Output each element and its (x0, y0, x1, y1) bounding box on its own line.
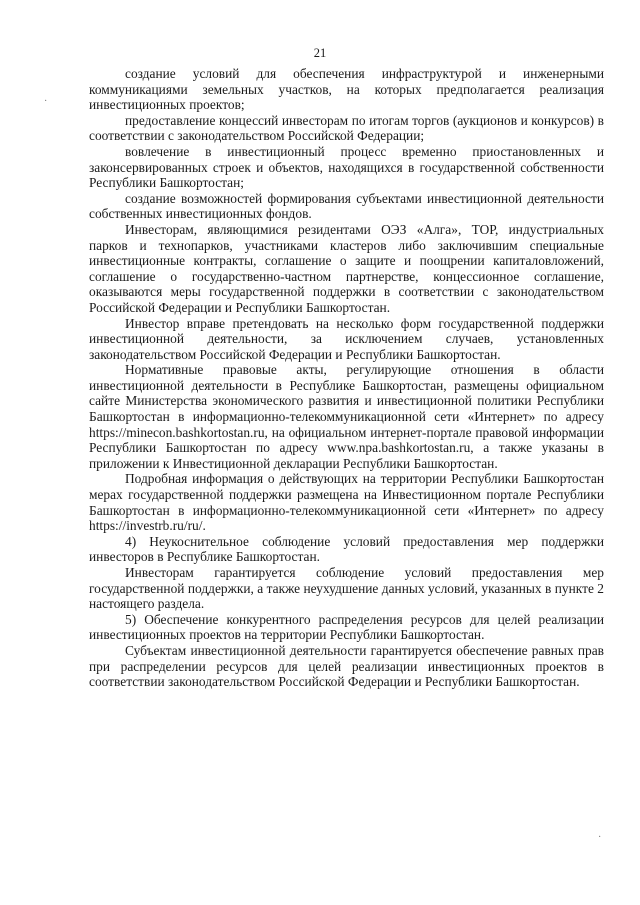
scan-speck: · (44, 96, 48, 107)
paragraph-multiple-forms: Инвестор вправе претендовать на несколько форм государственной поддержки инвестиционной деятельности, за исключением случаев, установленных законодательством Российской Федерации и Республики Башкортостан. (89, 315, 604, 362)
paragraph-guarantee-conditions: Инвесторам гарантируется соблюдение условий предоставления мер государственной поддержки, а также неухудшение данных условий, указанных в пункте 2 настоящего раздела. (89, 565, 604, 612)
paragraph-infrastructure: создание условий для обеспечения инфраструктурой и инженерными коммуникациями земельных участков, на которых предполагается реализация инвестиционных проектов; (89, 66, 604, 113)
paragraph-item-4: 4) Неукоснительное соблюдение условий предоставления мер поддержки инвесторов в Республике Башкортостан. (89, 533, 604, 565)
paragraph-investment-funds: создание возможностей формирования субъектами инвестиционной деятельности собственных инвестиционных фондов. (89, 190, 604, 222)
scan-speck: · (598, 832, 602, 843)
paragraph-suspended-constructions: вовлечение в инвестиционный процесс временно приостановленных и законсервированных строек и объектов, находящихся в государственной собственности Республики Башкортостан; (89, 143, 604, 191)
paragraph-residents-support: Инвесторам, являющимися резидентами ОЭЗ «Алга», ТОР, индустриальных парков и технопарков, участниками кластеров либо заключившим специальные инвестиционные контракты, соглашение о защите и поощрении капиталовложений, соглашение о государственно-частном партнерстве, концессионное соглашение, оказываются меры государственной поддержки в соответствии с законодательством Российской Федерации и Республики Башкортостан. (89, 221, 604, 315)
document-body (89, 66, 604, 690)
paragraph-item-5: 5) Обеспечение конкурентного распределения ресурсов для целей реализации инвестиционных проектов на территории Республики Башкортостан. (89, 611, 604, 643)
paragraph-concessions: предоставление концессий инвесторам по итогам торгов (аукционов и конкурсов) в соответствии с законодательством Российской Федерации; (89, 112, 604, 144)
paragraph-support-info: Подробная информация о действующих на территории Республики Башкортостан мерах государственной поддержки размещена на Инвестиционном портале Республики Башкортостан в информационно-телекоммуникационной сети «Интернет» по адресу https://investrb.ru/ru/. (89, 471, 604, 534)
paragraph-legal-acts: Нормативные правовые акты, регулирующие отношения в области инвестиционной деятельности в Республике Башкортостан, размещены официальном сайте Министерства экономического развития и инвестиционной политики Республики Башкортостан в информационно-телекоммуникационной сети «Интернет» по адресу https://minecon.bashkortostan.ru, на официальном интернет-портале правовой информации Республики Башкортостан по адресу www.npa.bashkortostan.ru, а также указаны в приложении к Инвестиционной декларации Республики Башкортостан. (89, 362, 604, 471)
page-number: 21 (313, 46, 327, 60)
paragraph-equal-rights: Субъектам инвестиционной деятельности гарантируется обеспечение равных прав при распределении ресурсов для целей реализации инвестиционных проектов в соответствии законодательством Российской Федерации и Республики Башкортостан. (89, 642, 604, 690)
